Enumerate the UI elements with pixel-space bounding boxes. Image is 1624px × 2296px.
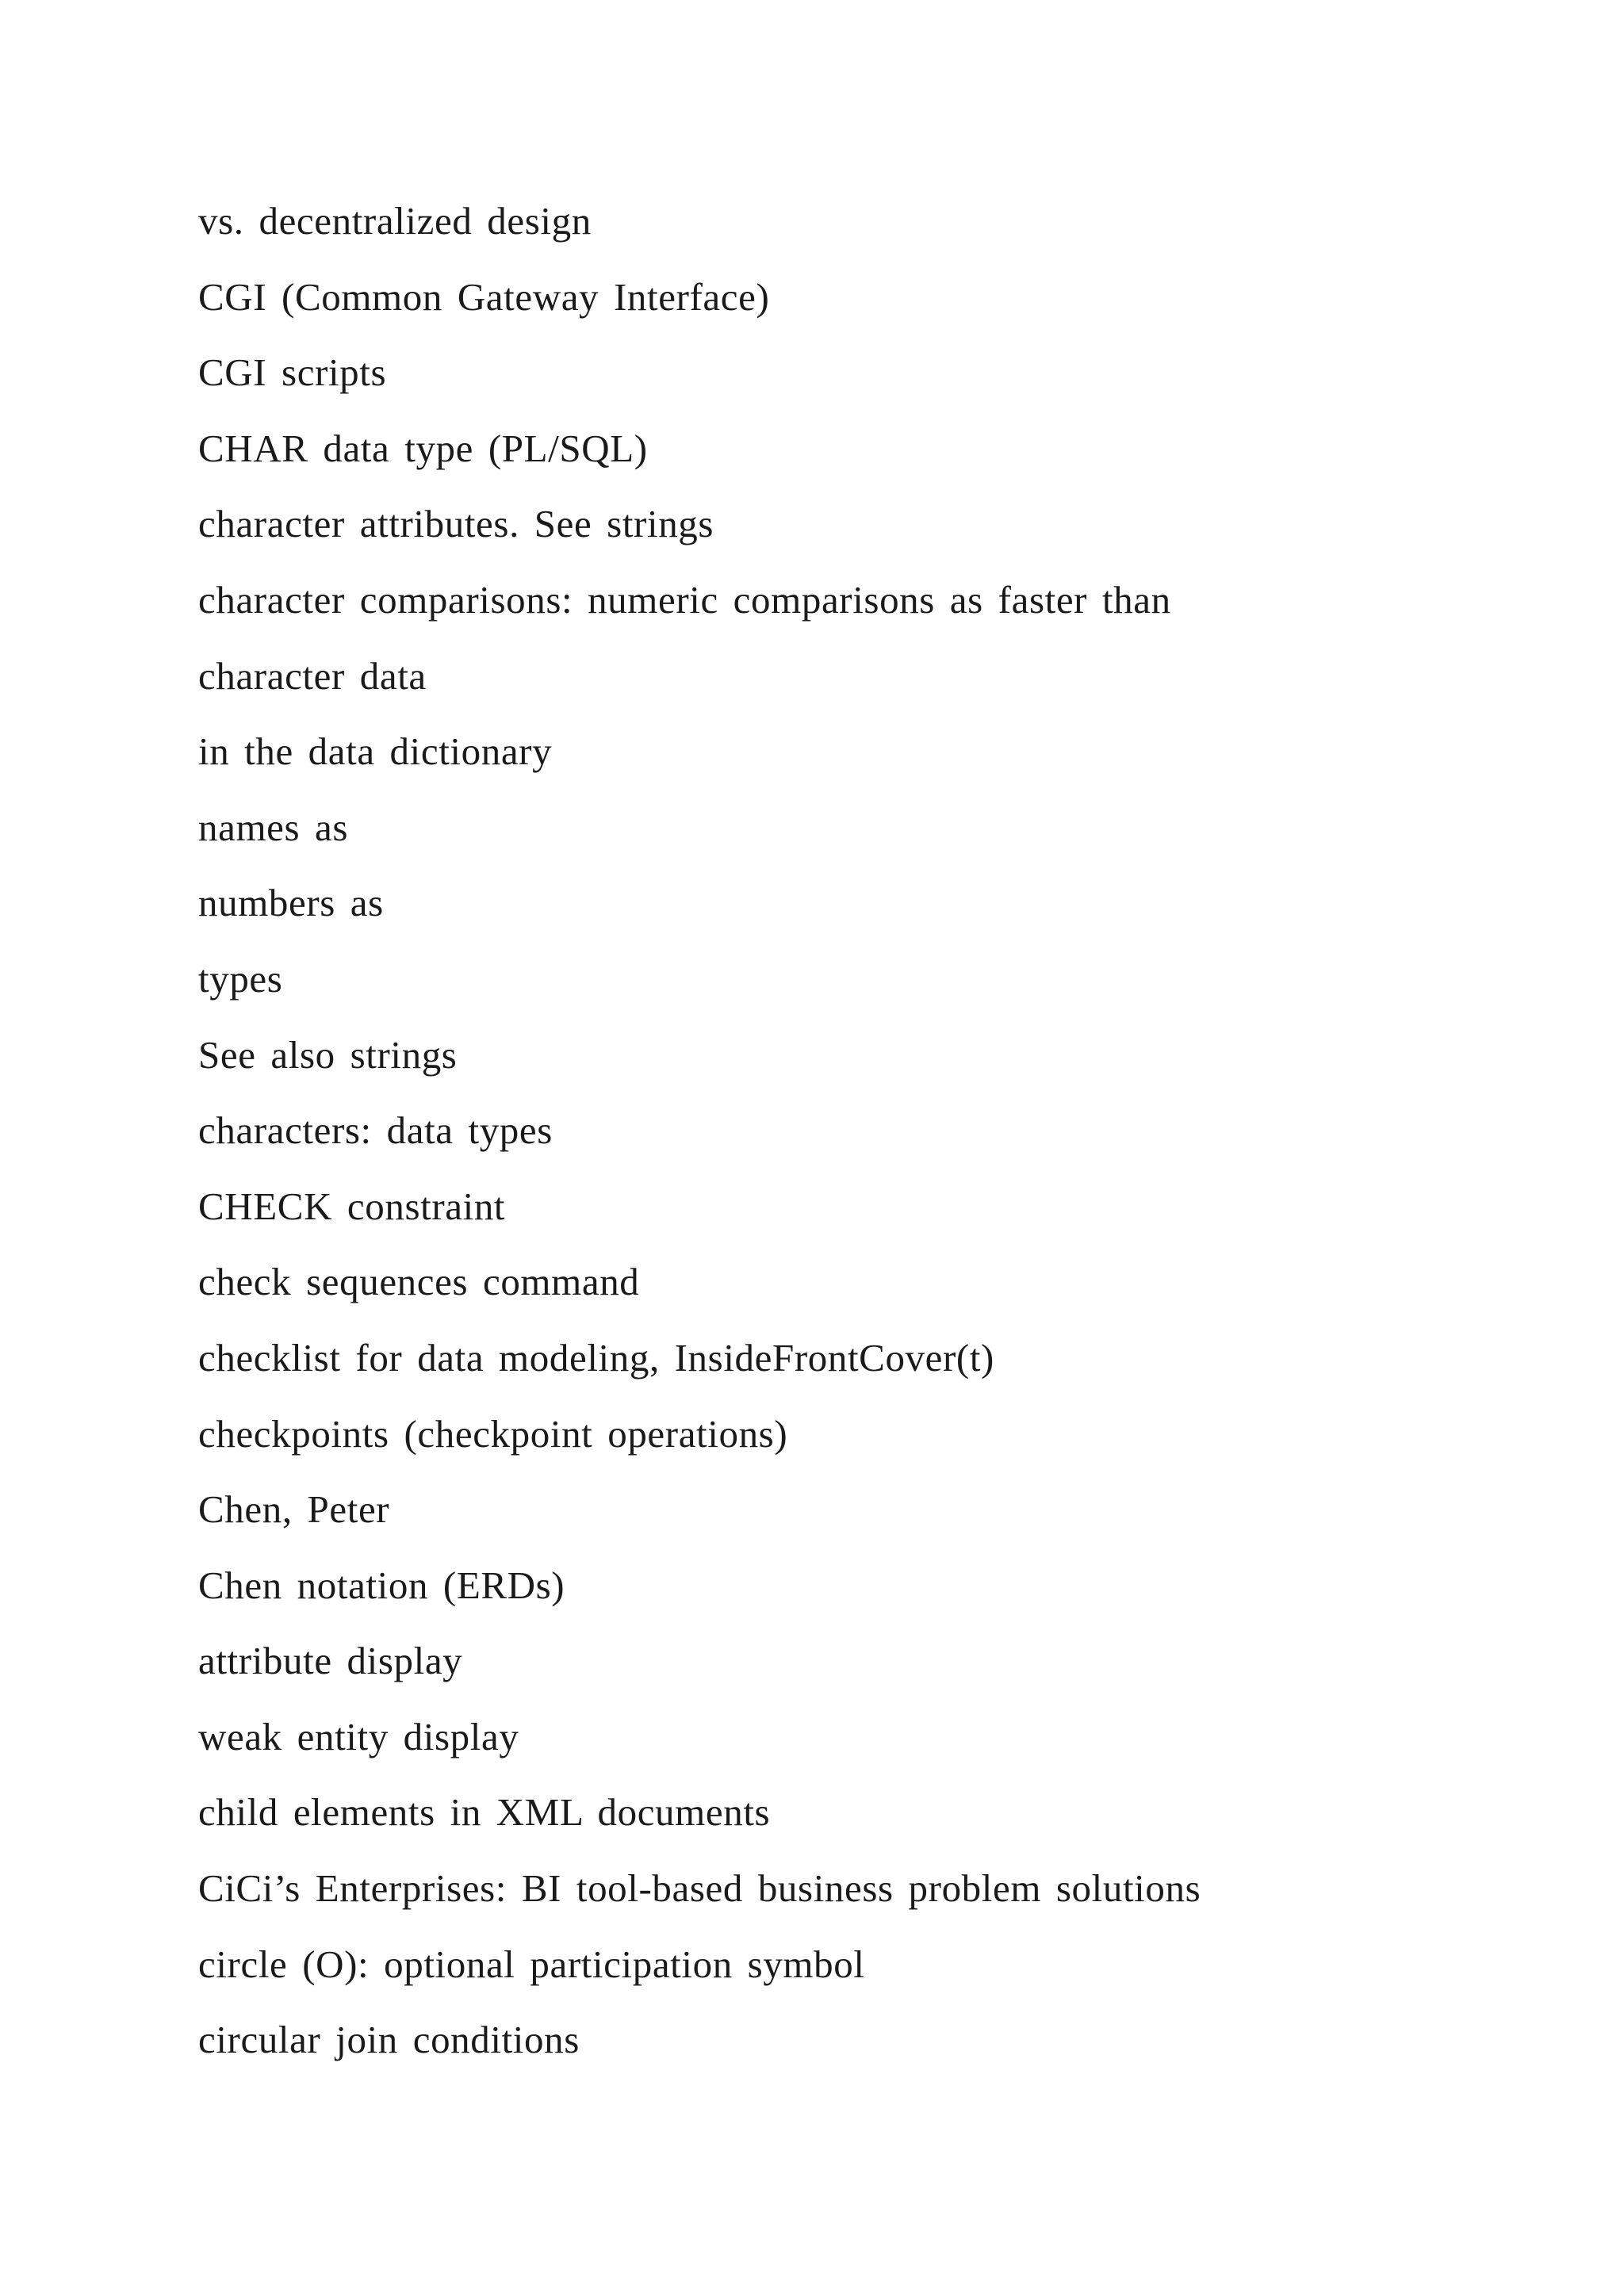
index-entry: Chen notation (ERDs) <box>198 1563 565 1607</box>
index-entry: checkpoints (checkpoint operations) <box>198 1411 788 1456</box>
index-entry: numbers as <box>198 881 384 925</box>
index-entry: check sequences command <box>198 1260 640 1304</box>
index-entry: Chen, Peter <box>198 1487 390 1532</box>
index-entry-list <box>198 188 1562 2083</box>
index-entry: in the data dictionary <box>198 729 553 774</box>
index-entry: CiCi’s Enterprises: BI tool-based business problem solutions <box>198 1866 1201 1911</box>
index-entry: characters: data types <box>198 1108 553 1153</box>
index-entry: character data <box>198 653 427 698</box>
index-entry: CGI (Common Gateway Interface) <box>198 274 770 319</box>
index-entry: CHAR data type (PL/SQL) <box>198 426 648 470</box>
index-entry: circle (O): optional participation symbol <box>198 1942 865 1986</box>
index-entry: types <box>198 956 283 1001</box>
index-entry: child elements in XML documents <box>198 1790 771 1835</box>
index-entry: See also strings <box>198 1032 458 1077</box>
index-entry: weak entity display <box>198 1714 519 1758</box>
index-entry: character attributes. See strings <box>198 502 714 546</box>
index-entry: vs. decentralized design <box>198 199 592 243</box>
index-entry: character comparisons: numeric comparisons as faster than <box>198 577 1171 622</box>
index-entry: names as <box>198 805 349 849</box>
index-entry: CHECK constraint <box>198 1184 506 1228</box>
index-entry: checklist for data modeling, InsideFrontCover(t) <box>198 1335 994 1380</box>
index-entry: CGI scripts <box>198 350 387 395</box>
index-entry: circular join conditions <box>198 2018 580 2062</box>
index-entry: attribute display <box>198 1639 463 1683</box>
